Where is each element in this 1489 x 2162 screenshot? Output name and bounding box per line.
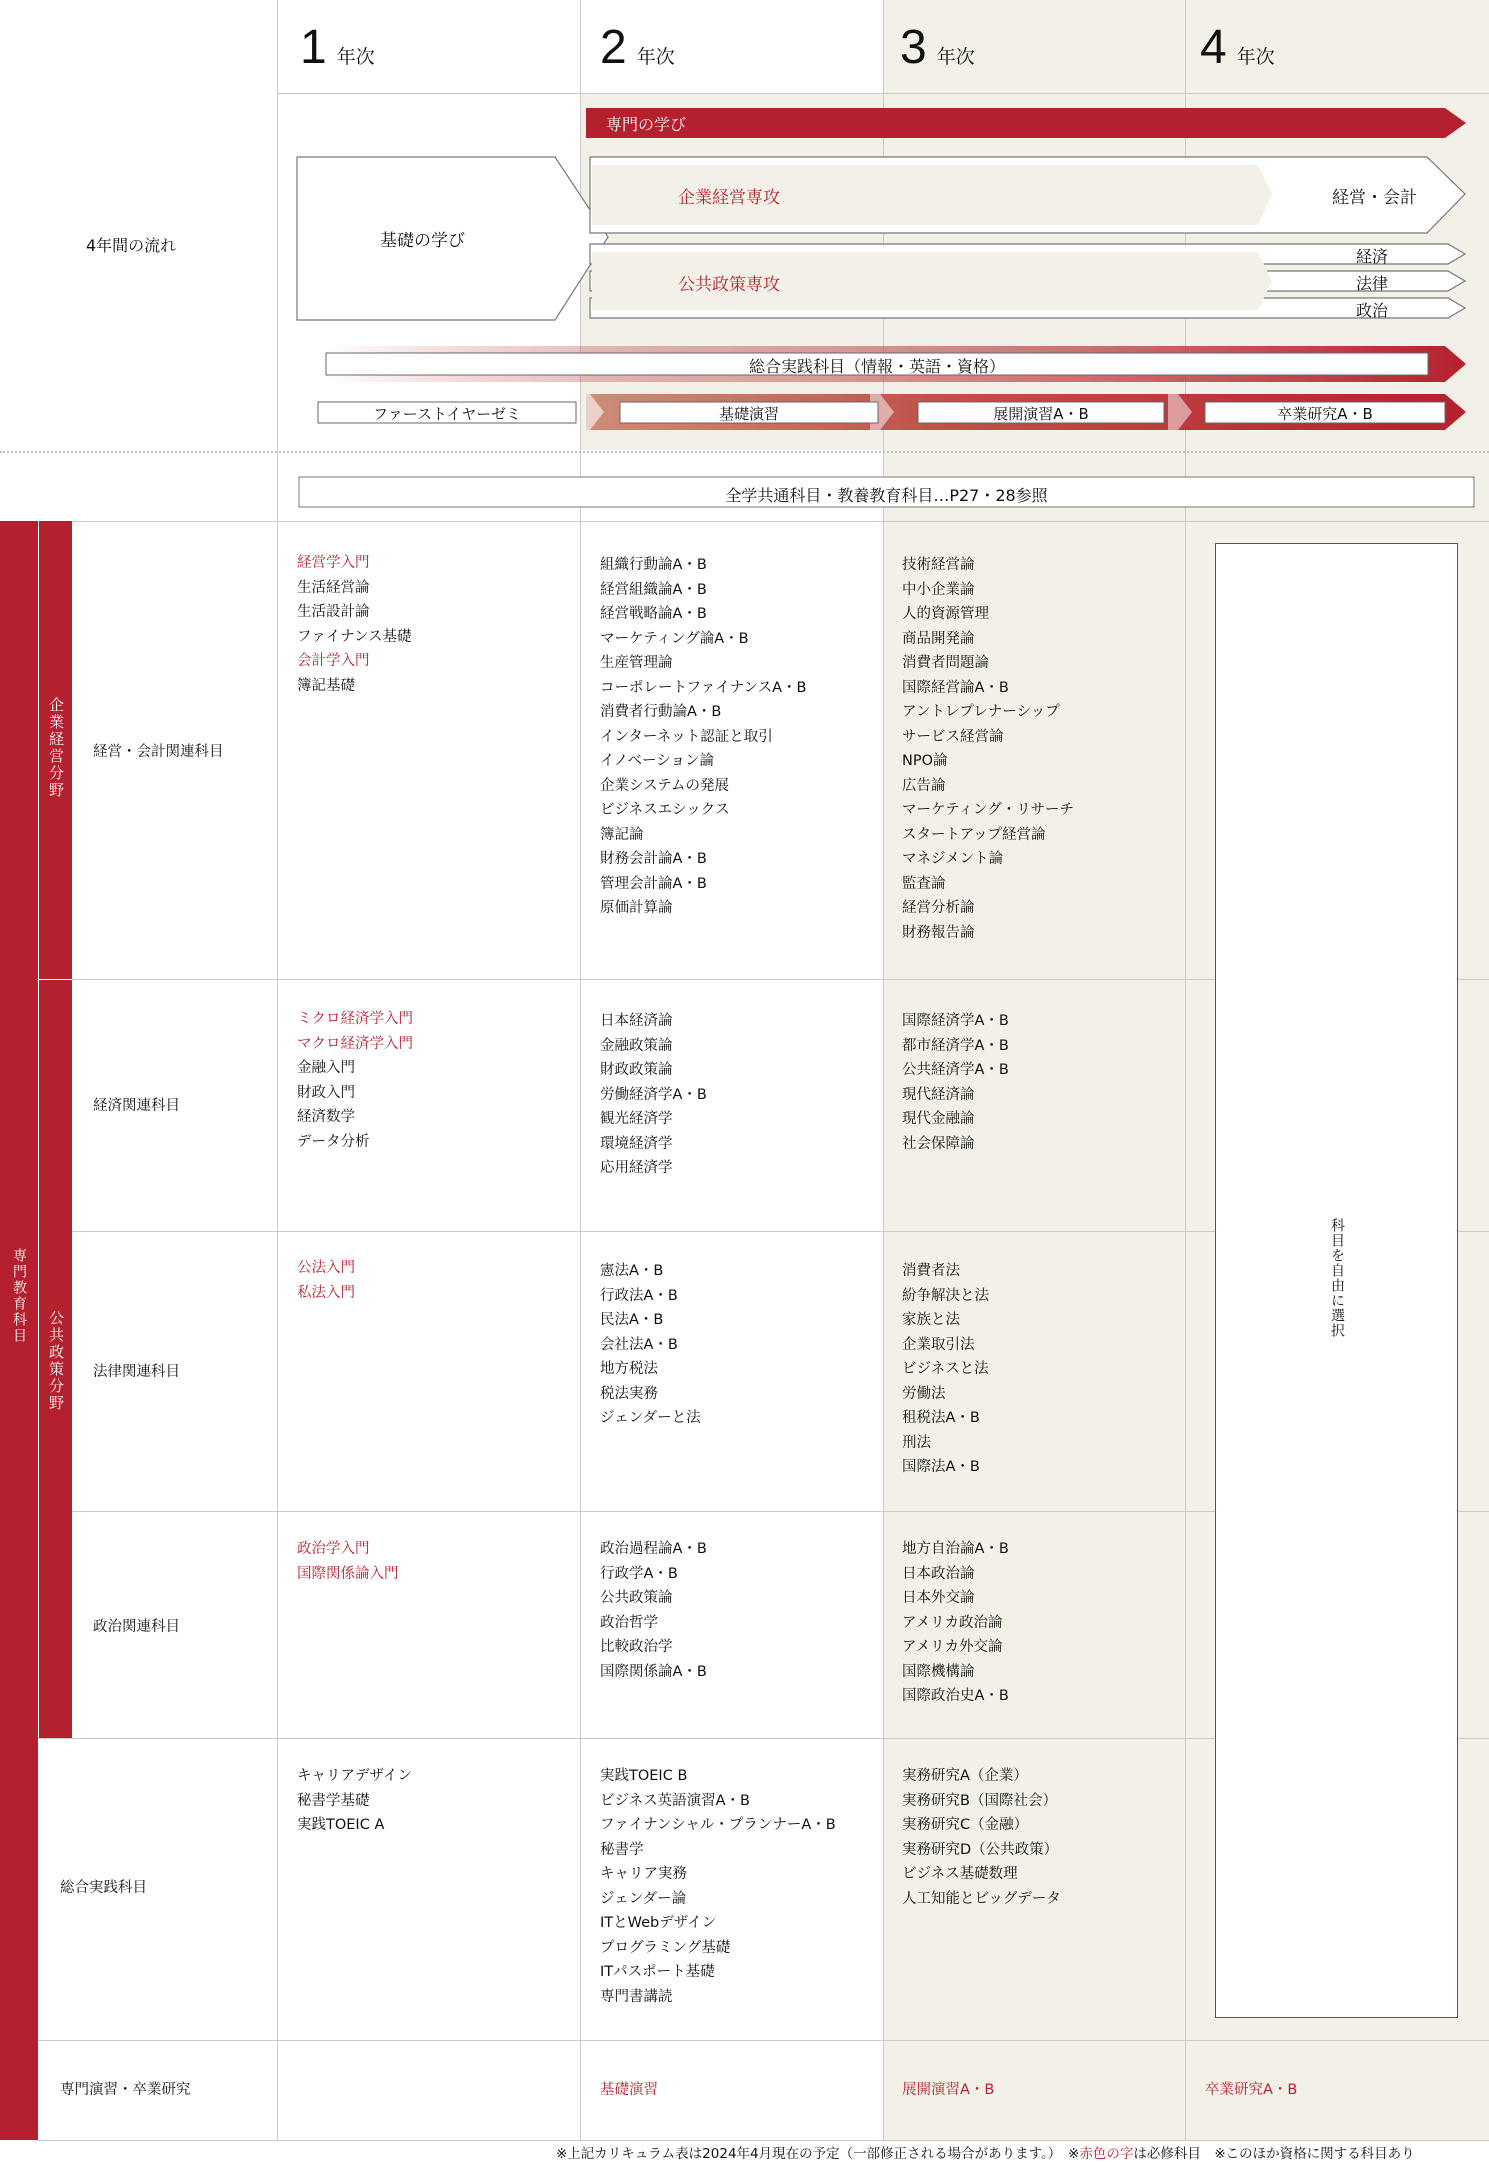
flow-diagram	[0, 0, 1489, 520]
course-item: ビジネスと法	[902, 1361, 989, 1377]
course-item: アメリカ政治論	[902, 1614, 1003, 1631]
course-item: 財務報告論	[902, 924, 975, 941]
course-item: 実践TOEIC A	[297, 1817, 385, 1833]
year-label: 年次	[1236, 46, 1275, 68]
year-number: 4	[1200, 21, 1227, 74]
course-item: ファイナンシャル・プランナーA・B	[600, 1817, 836, 1833]
course-item: 人的資源管理	[902, 606, 989, 622]
course-item: 家族と法	[902, 1312, 960, 1328]
course-item: 憲法A・B	[600, 1263, 664, 1279]
footnote-c: は必修科目 ※このほか資格に関する科目あり	[1133, 2146, 1415, 2162]
course-item: 商品開発論	[902, 630, 975, 647]
course-list	[600, 553, 806, 921]
seminar-label-1: ファーストイヤーゼミ	[373, 405, 521, 423]
year-number: 2	[600, 21, 627, 74]
course-item: ビジネス基礎数理	[902, 1866, 1018, 1882]
course-item: 生産管理論	[600, 655, 673, 671]
course-item: 金融政策論	[600, 1037, 673, 1054]
course-list	[297, 551, 412, 698]
kigyo-label: 企業経営専攻	[678, 188, 780, 208]
course-item: 会社法A・B	[600, 1336, 678, 1353]
course-item: ITパスポート基礎	[600, 1964, 715, 1980]
row-label: 法律関連科目	[93, 1364, 180, 1380]
kokyo-bunya-label: 公共政策分野	[47, 1310, 65, 1412]
course-item: NPO論	[902, 753, 948, 769]
course-item: 経営学入門	[297, 555, 370, 571]
y4-free-label: 科目を自由に選択	[1329, 1218, 1345, 1338]
course-item: 生活経営論	[297, 579, 370, 596]
course-list	[600, 1259, 701, 1431]
year-label: 年次	[336, 46, 375, 68]
course-item: コーポレートファイナンスA・B	[600, 679, 807, 696]
course-item: 紛争解決と法	[902, 1287, 989, 1304]
senmon-arrow	[586, 108, 1466, 138]
seminar-label-2: 基礎演習	[718, 405, 779, 423]
course-item: インターネット認証と取引	[600, 728, 773, 745]
footnote-a: ※上記カリキュラム表は2024年4月現在の予定（一部修正される場合があります。） ※	[556, 2146, 1080, 2162]
course-item: ITとWebデザイン	[600, 1915, 717, 1931]
keiei-kaikei-label: 経営・会計	[1332, 188, 1417, 208]
course-item: 応用経済学	[600, 1160, 673, 1176]
course-item: キャリア実務	[600, 1866, 687, 1882]
course-item: 実践TOEIC B	[600, 1768, 688, 1784]
seminar-y3: 展開演習A・B	[902, 2082, 995, 2098]
course-item: 人工知能とビッグデータ	[902, 1890, 1061, 1907]
course-item: マネジメント論	[902, 851, 1004, 867]
senmon-kyoiku-label: 専門教育科目	[11, 1248, 27, 1344]
kiso-label: 基礎の学び	[380, 231, 465, 251]
course-item: 簿記論	[600, 826, 644, 843]
course-item: 労働経済学A・B	[600, 1086, 707, 1103]
course-item: 実務研究A（企業）	[902, 1768, 1028, 1784]
course-item: アメリカ外交論	[902, 1639, 1003, 1655]
seminar-y4: 卒業研究A・B	[1205, 2082, 1298, 2098]
course-item: 公法入門	[297, 1260, 355, 1276]
course-item: 実務研究C（金融）	[902, 1817, 1029, 1833]
course-item: 管理会計論A・B	[600, 875, 707, 892]
course-item: 地方税法	[600, 1361, 658, 1377]
course-item: 中小企業論	[902, 581, 975, 598]
course-item: キャリアデザイン	[297, 1768, 412, 1784]
row-label: 経営・会計関連科目	[93, 744, 224, 760]
course-item: 原価計算論	[600, 900, 673, 916]
course-item: サービス経営論	[902, 728, 1004, 745]
course-list	[297, 1764, 412, 1838]
course-item: 秘書学	[600, 1841, 644, 1858]
course-list	[297, 1256, 355, 1305]
year-label: 年次	[636, 46, 675, 68]
course-item: 民法A・B	[600, 1312, 664, 1328]
course-item: 租税法A・B	[902, 1410, 980, 1426]
grid-line	[38, 2140, 1489, 2141]
course-item: 経営分析論	[902, 900, 975, 916]
course-item: スタートアップ経営論	[902, 826, 1046, 843]
course-item: データ分析	[297, 1133, 370, 1150]
course-list	[902, 1009, 1009, 1156]
course-item: 企業システムの発展	[600, 777, 730, 794]
course-item: 会計学入門	[297, 653, 370, 669]
course-item: アントレプレナーシップ	[902, 704, 1060, 720]
course-item: 日本外交論	[902, 1590, 975, 1606]
course-list	[902, 1764, 1061, 1911]
row-label: 総合実践科目	[60, 1880, 147, 1896]
course-item: 国際経営論A・B	[902, 679, 1009, 696]
seminar-label-3: 展開演習A・B	[993, 405, 1089, 423]
course-item: 秘書学基礎	[297, 1792, 370, 1809]
seminar-y2: 基礎演習	[600, 2082, 658, 2098]
course-item: 消費者問題論	[902, 655, 989, 671]
course-item: 労働法	[902, 1385, 946, 1402]
course-list	[902, 1537, 1009, 1709]
course-item: ビジネス英語演習A・B	[600, 1792, 750, 1809]
course-item: イノベーション論	[600, 753, 714, 769]
course-list	[600, 1537, 707, 1684]
course-item: ミクロ経済学入門	[297, 1011, 413, 1027]
course-item: 広告論	[902, 777, 946, 794]
course-item: プログラミング基礎	[600, 1939, 731, 1956]
row-label: 専門演習・卒業研究	[60, 2082, 191, 2098]
course-item: ジェンダーと法	[600, 1410, 701, 1426]
course-item: 消費者行動論A・B	[600, 704, 722, 720]
course-item: 日本政治論	[902, 1565, 975, 1582]
course-item: 企業取引法	[902, 1336, 975, 1353]
course-item: 金融入門	[297, 1060, 355, 1076]
grid-line	[0, 521, 1489, 522]
course-item: 行政法A・B	[600, 1287, 678, 1304]
course-item: 刑法	[902, 1434, 931, 1451]
course-item: 国際経済学A・B	[902, 1013, 1009, 1029]
course-item: 都市経済学A・B	[902, 1037, 1009, 1054]
course-item: 国際政治史A・B	[902, 1688, 1009, 1704]
kigyo-bunya-label: 企業経営分野	[47, 697, 65, 799]
common-label: 全学共通科目・教養教育科目…P27・28参照	[725, 486, 1048, 505]
course-item: 実務研究B（国際社会）	[902, 1792, 1057, 1809]
course-list	[902, 553, 1074, 945]
course-item: 日本経済論	[600, 1013, 673, 1029]
grid-line	[38, 2040, 1489, 2041]
course-item: 国際法A・B	[902, 1459, 980, 1475]
course-item: 国際関係論入門	[297, 1565, 399, 1582]
course-item: 財政入門	[297, 1084, 355, 1101]
course-item: 実務研究D（公共政策）	[902, 1841, 1059, 1858]
course-item: 経営組織論A・B	[600, 581, 707, 598]
course-item: 監査論	[902, 875, 946, 892]
footnote	[556, 2142, 1415, 2162]
course-item: 行政学A・B	[600, 1565, 678, 1582]
row-label: 政治関連科目	[93, 1619, 180, 1635]
course-item: 財務会計論A・B	[600, 851, 707, 867]
year-number: 1	[300, 21, 327, 74]
course-item: 比較政治学	[600, 1639, 673, 1655]
course-item: 経営戦略論A・B	[600, 606, 707, 622]
course-item: 公共政策論	[600, 1590, 673, 1606]
course-list	[297, 1007, 413, 1154]
kokyo-label: 公共政策専攻	[678, 275, 780, 295]
course-item: 政治過程論A・B	[600, 1541, 707, 1557]
course-item: 組織行動論A・B	[600, 557, 707, 573]
course-item: 政治哲学	[600, 1614, 658, 1631]
sogo-label: 総合実践科目（情報・英語・資格）	[748, 357, 1005, 376]
course-list	[600, 1764, 836, 2009]
row-label: 経済関連科目	[93, 1098, 180, 1114]
course-item: 経済数学	[297, 1109, 355, 1125]
course-item: ジェンダー論	[600, 1890, 687, 1907]
course-item: ファイナンス基礎	[297, 628, 412, 645]
course-item: 技術経営論	[902, 557, 975, 573]
year-label: 年次	[936, 46, 975, 68]
course-item: 私法入門	[297, 1284, 355, 1301]
course-item: 生活設計論	[297, 604, 370, 620]
course-item: 政治学入門	[297, 1541, 370, 1557]
year-number: 3	[900, 21, 927, 74]
course-item: マクロ経済学入門	[297, 1035, 413, 1052]
course-item: ビジネスエシックス	[600, 802, 730, 818]
course-item: 公共経済学A・B	[902, 1062, 1009, 1078]
course-list	[600, 1009, 707, 1181]
seiji-label: 政治	[1356, 301, 1389, 320]
course-list	[297, 1537, 399, 1586]
senmon-label: 専門の学び	[606, 115, 687, 134]
course-item: 観光経済学	[600, 1111, 673, 1127]
course-item: 現代経済論	[902, 1086, 975, 1103]
course-item: マーケティング・リサーチ	[902, 802, 1074, 818]
course-item: 財政政策論	[600, 1062, 673, 1078]
course-item: 社会保障論	[902, 1135, 975, 1152]
course-item: 税法実務	[600, 1385, 658, 1402]
flow-title: 4年間の流れ	[86, 236, 177, 255]
course-item: 専門書講読	[600, 1988, 673, 2005]
course-item: 消費者法	[902, 1263, 960, 1279]
course-item: 国際関係論A・B	[600, 1663, 707, 1680]
course-item: 現代金融論	[902, 1111, 975, 1127]
seminar-label-4: 卒業研究A・B	[1277, 405, 1373, 423]
keizai-label: 経済	[1356, 247, 1389, 266]
footnote-red: 赤色の字	[1079, 2146, 1134, 2162]
course-item: 環境経済学	[600, 1135, 673, 1152]
horitsu-label: 法律	[1356, 274, 1389, 293]
course-item: 地方自治論A・B	[902, 1541, 1009, 1557]
course-item: マーケティング論A・B	[600, 630, 749, 647]
course-item: 簿記基礎	[297, 677, 355, 694]
course-list	[902, 1259, 989, 1480]
course-item: 国際機構論	[902, 1663, 975, 1680]
